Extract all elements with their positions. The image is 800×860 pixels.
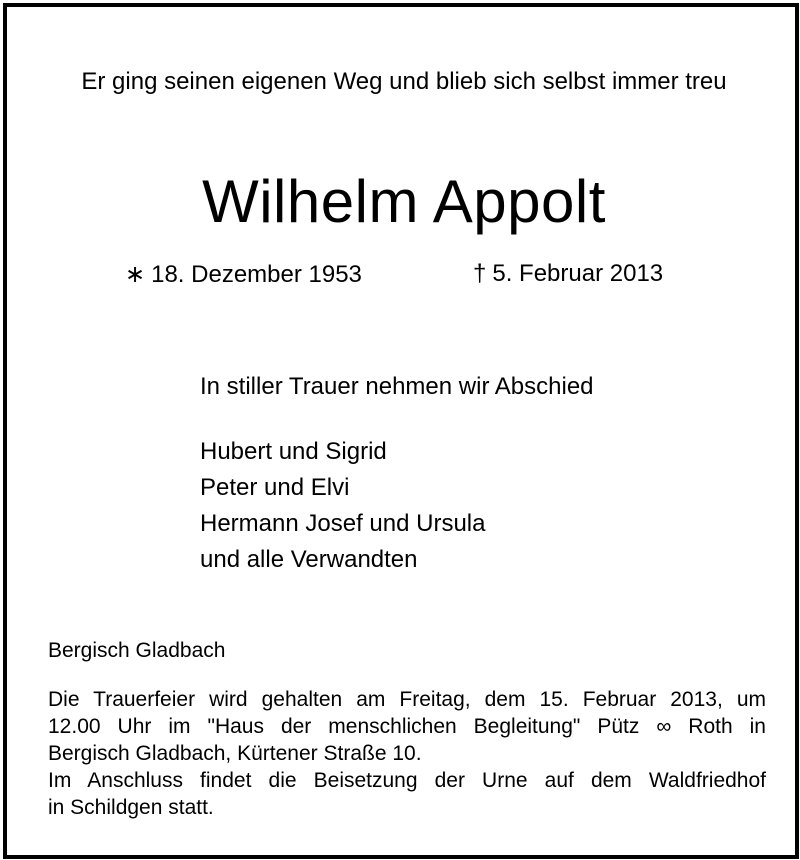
death-cross-icon: † (473, 260, 487, 287)
funeral-notice (48, 686, 766, 821)
obituary-frame (3, 3, 799, 859)
notice-line: 12.00 Uhr im "Haus der menschlichen Begleitung" Pütz ∞ Roth in (48, 715, 766, 738)
family-list (200, 434, 485, 578)
family-member: Hubert und Sigrid (200, 438, 387, 465)
family-member: und alle Verwandten (200, 546, 418, 573)
death-date-line (473, 260, 663, 288)
notice-line: Die Trauerfeier wird gehalten am Freitag, dem 15. Februar 2013, um (48, 688, 766, 711)
birth-date: 18. Dezember 1953 (151, 261, 362, 288)
death-date: 5. Februar 2013 (492, 260, 664, 287)
deceased-name: Wilhelm Appolt (202, 168, 606, 235)
notice-line: Bergisch Gladbach, Kürtener Straße 10. (48, 742, 422, 765)
place: Bergisch Gladbach (48, 639, 226, 662)
birth-date-line (125, 260, 362, 289)
mourning-line: In stiller Trauer nehmen wir Abschied (200, 373, 594, 400)
notice-line: Im Anschluss findet die Beisetzung der Urne auf dem Waldfriedhof (48, 769, 766, 792)
notice-line: in Schildgen statt. (48, 796, 214, 819)
family-member: Peter und Elvi (200, 474, 350, 501)
birth-star-icon: ∗ (125, 261, 146, 288)
family-member: Hermann Josef und Ursula (200, 510, 486, 537)
motto: Er ging seinen eigenen Weg und blieb sich selbst immer treu (81, 68, 727, 95)
